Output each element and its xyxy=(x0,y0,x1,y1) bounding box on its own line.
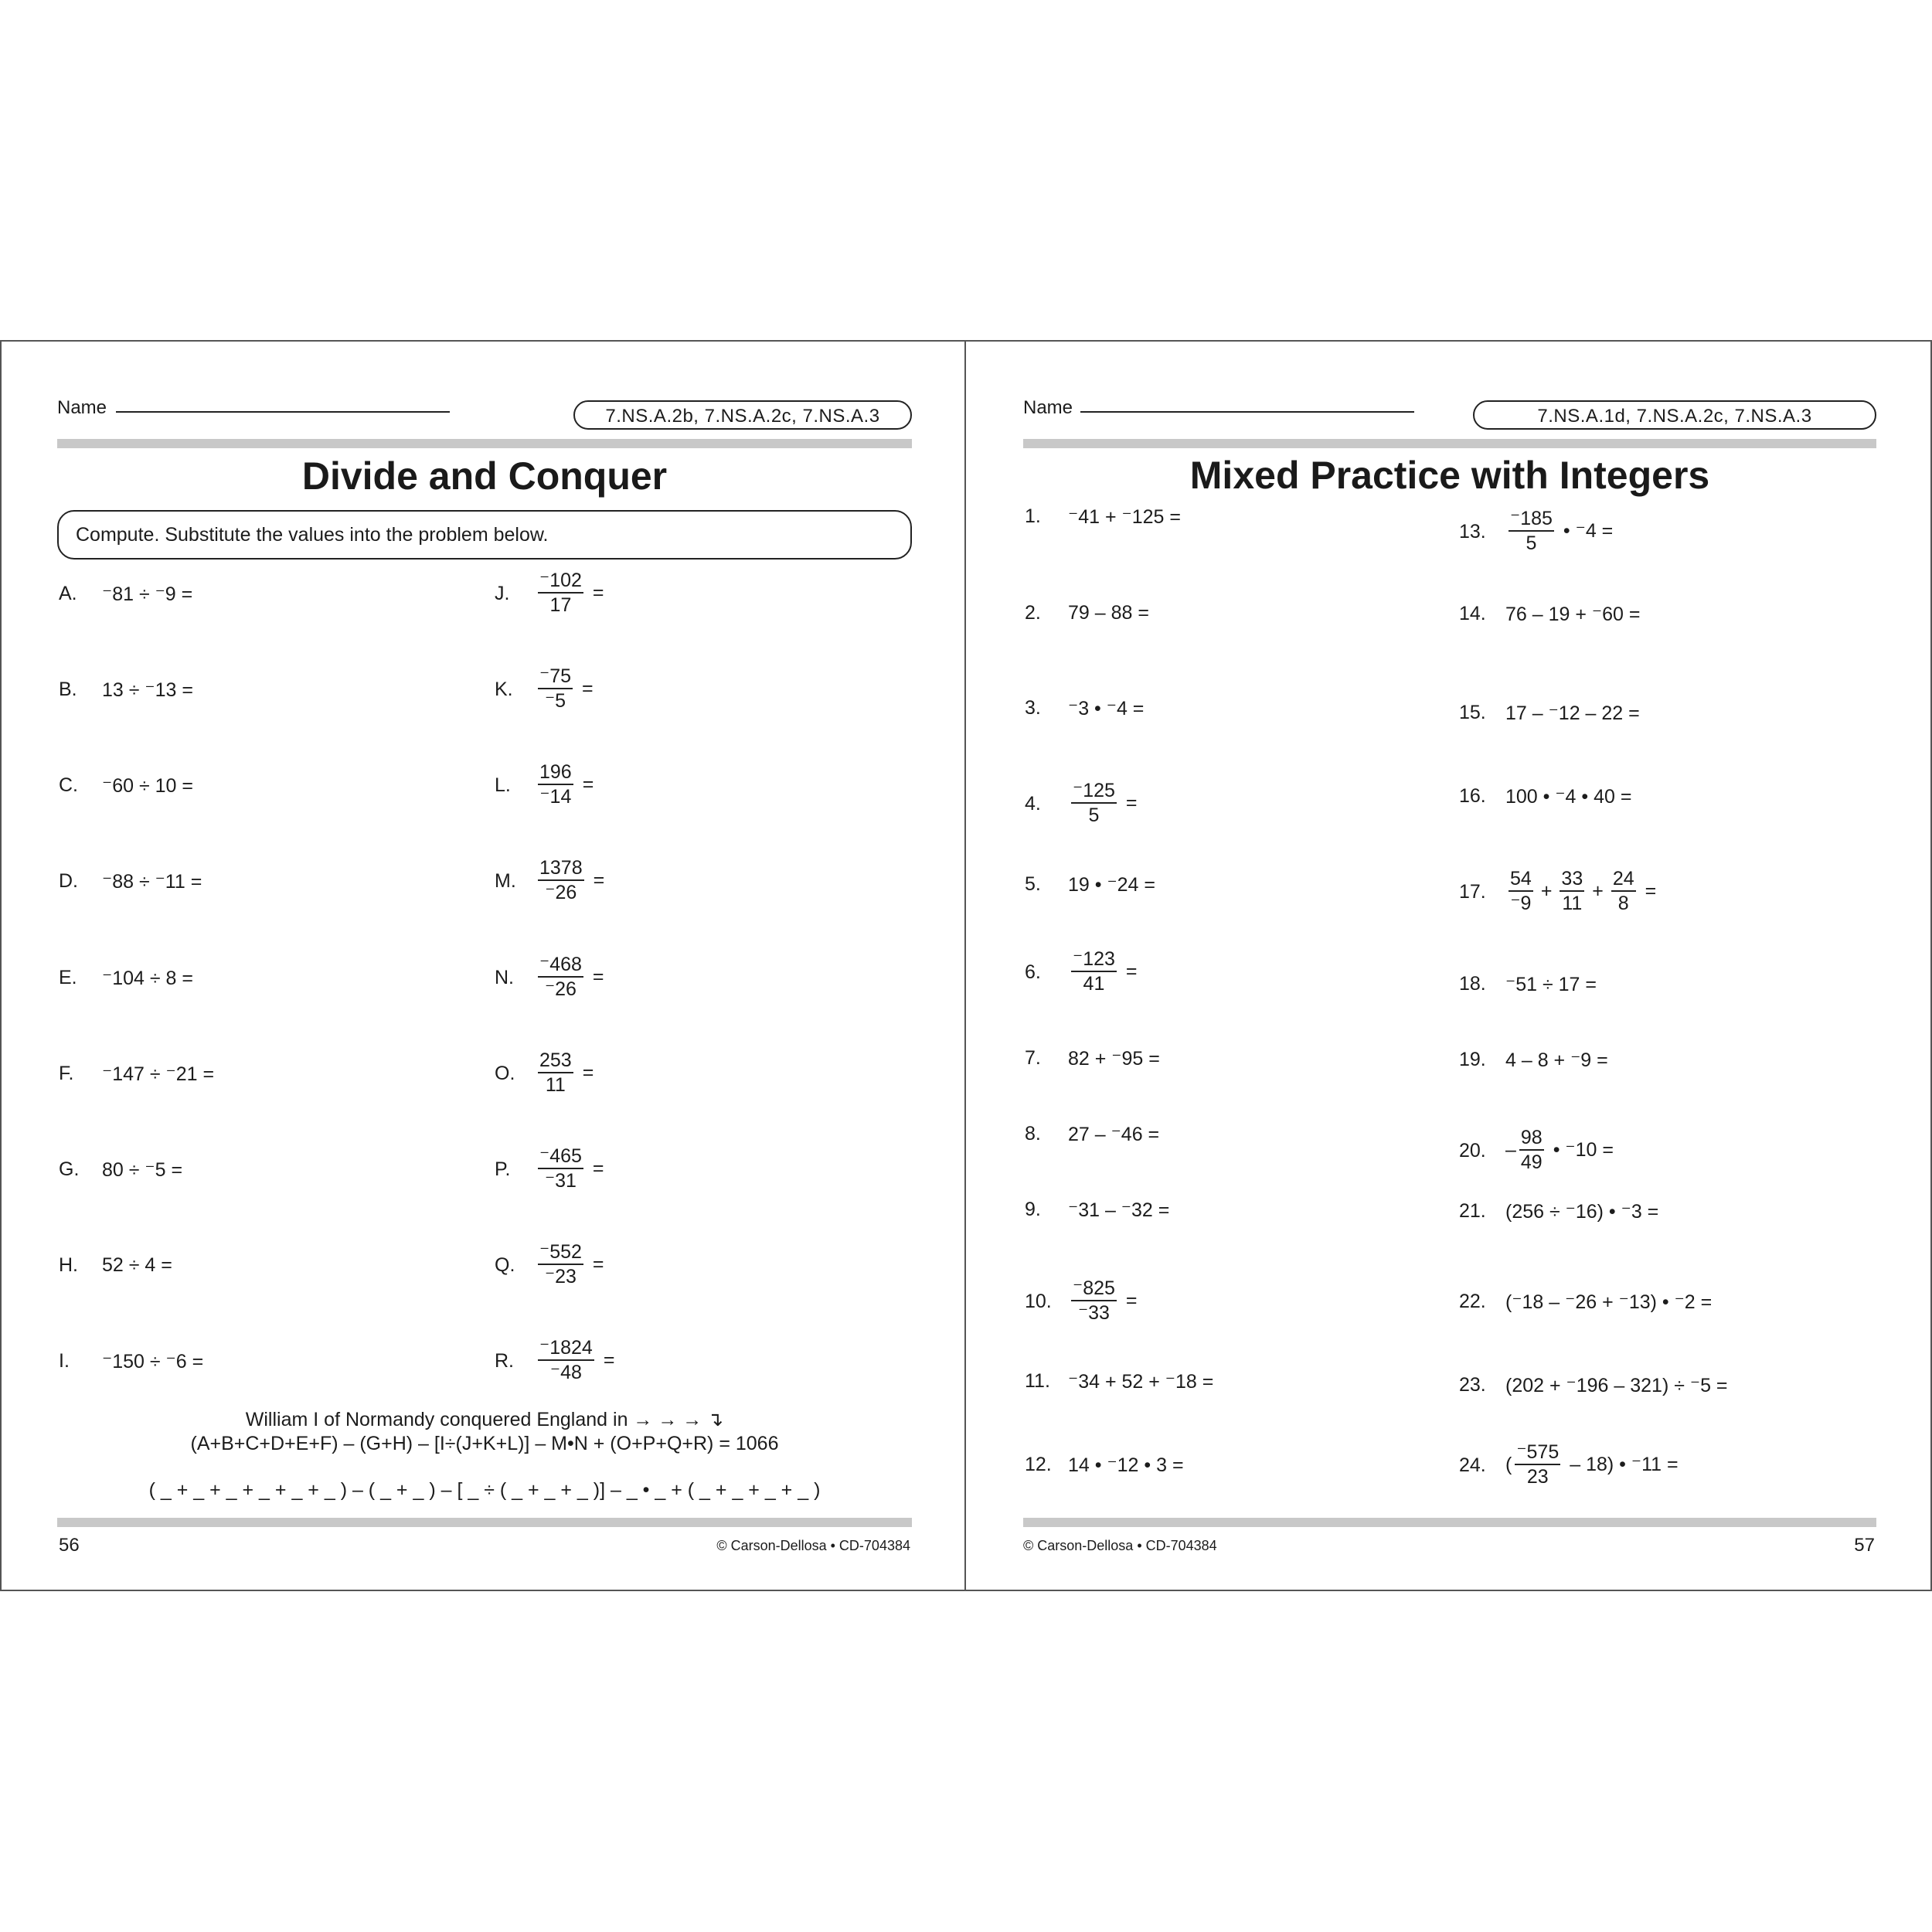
problem-item xyxy=(1459,1126,1861,1180)
fraction-numerator: ⁻102 xyxy=(538,569,583,594)
problem-label: 24. xyxy=(1459,1454,1486,1476)
problem-label: 22. xyxy=(1459,1291,1486,1312)
fraction-numerator: ⁻468 xyxy=(538,953,583,978)
fraction xyxy=(1071,779,1117,827)
name-line xyxy=(116,411,450,413)
problem-label: 11. xyxy=(1025,1370,1050,1392)
fraction-denominator: 5 xyxy=(1526,532,1537,554)
expression-tail: = xyxy=(593,869,605,891)
problem-label: 17. xyxy=(1459,881,1486,903)
problem-label: 6. xyxy=(1025,961,1041,983)
fraction-denominator: ⁻9 xyxy=(1510,893,1532,914)
problem-expression xyxy=(535,665,594,713)
operator: + xyxy=(1540,879,1553,902)
problem-item xyxy=(1459,603,1861,657)
left-page xyxy=(0,340,966,1591)
fraction-denominator: ⁻33 xyxy=(1077,1302,1110,1324)
problem-item xyxy=(59,967,461,1021)
standards-badge: 7.NS.A.2b, 7.NS.A.2c, 7.NS.A.3 xyxy=(573,400,912,430)
problem-expression: ⁻81 ÷ ⁻9 = xyxy=(102,583,193,605)
fraction-numerator: 1378 xyxy=(538,856,584,881)
problem-expression: ⁻31 – ⁻32 = xyxy=(1068,1199,1170,1221)
expression-tail: – 18) • ⁻11 = xyxy=(1570,1454,1679,1475)
problem-item xyxy=(495,1145,896,1199)
problem-label: 21. xyxy=(1459,1200,1486,1222)
fraction-numerator: 33 xyxy=(1560,867,1584,892)
problem-item xyxy=(59,774,461,828)
problem-expression: 80 ÷ ⁻5 = xyxy=(102,1159,183,1181)
name-line xyxy=(1080,411,1414,413)
problem-label: F. xyxy=(59,1063,74,1084)
header-bar xyxy=(1023,439,1876,448)
problem-expression: 27 – ⁻46 = xyxy=(1068,1124,1160,1145)
problem-label: 18. xyxy=(1459,973,1486,995)
problem-label: Q. xyxy=(495,1254,515,1276)
problem-expression xyxy=(535,856,604,904)
problem-label: N. xyxy=(495,967,514,988)
problem-item xyxy=(59,679,461,733)
problem-item xyxy=(495,760,896,815)
problem-label: 3. xyxy=(1025,697,1041,719)
expression-tail: • ⁻10 = xyxy=(1553,1139,1614,1161)
fraction-numerator: 54 xyxy=(1509,867,1533,892)
problem-item xyxy=(1025,1047,1427,1101)
fraction xyxy=(1515,1440,1560,1488)
expression-tail: = xyxy=(1125,1289,1138,1311)
fraction xyxy=(1071,947,1117,995)
problem-expression xyxy=(1068,779,1138,827)
problem-item xyxy=(1025,505,1427,560)
fraction-denominator: 11 xyxy=(1562,893,1583,914)
problem-label: L. xyxy=(495,774,511,796)
fraction-numerator: 253 xyxy=(538,1049,573,1073)
problem-label: 23. xyxy=(1459,1374,1486,1396)
fraction xyxy=(538,953,583,1001)
problem-label: 13. xyxy=(1459,521,1486,543)
problem-expression xyxy=(1505,1440,1679,1488)
expression-tail: = xyxy=(1125,960,1138,982)
problem-expression: 79 – 88 = xyxy=(1068,602,1149,624)
problem-expression: 13 ÷ ⁻13 = xyxy=(102,679,193,701)
fraction-numerator: ⁻575 xyxy=(1515,1440,1560,1465)
problem-item xyxy=(1459,702,1861,756)
footer-bar xyxy=(1023,1518,1876,1527)
fraction-numerator: ⁻123 xyxy=(1071,947,1117,972)
problem-label: 5. xyxy=(1025,873,1041,895)
problem-label: A. xyxy=(59,583,77,604)
problem-expression xyxy=(535,1145,604,1192)
expression-prefix: – xyxy=(1505,1138,1516,1161)
problem-label: 20. xyxy=(1459,1140,1486,1162)
problem-expression: ⁻150 ÷ ⁻6 = xyxy=(102,1351,204,1372)
problem-item xyxy=(495,569,896,623)
name-label: Name xyxy=(57,397,107,418)
problem-item xyxy=(59,1254,461,1308)
problem-item xyxy=(495,1240,896,1294)
problem-label: D. xyxy=(59,870,78,892)
problem-expression: 52 ÷ 4 = xyxy=(102,1254,172,1276)
problem-item xyxy=(1025,873,1427,927)
problem-label: H. xyxy=(59,1254,78,1276)
right-page xyxy=(964,340,1932,1591)
problem-label: 8. xyxy=(1025,1123,1041,1145)
problem-item xyxy=(1025,602,1427,656)
problem-item xyxy=(1025,1123,1427,1177)
problem-label: J. xyxy=(495,583,510,604)
problem-item xyxy=(1025,1199,1427,1253)
problem-item xyxy=(1459,1200,1861,1254)
problem-expression: (202 + ⁻196 – 321) ÷ ⁻5 = xyxy=(1505,1375,1728,1396)
problem-expression: ⁻104 ÷ 8 = xyxy=(102,968,193,989)
fraction-denominator: 11 xyxy=(545,1074,566,1096)
problem-expression: ⁻88 ÷ ⁻11 = xyxy=(102,871,202,893)
fraction-denominator: 23 xyxy=(1526,1466,1549,1488)
problem-item xyxy=(495,1049,896,1103)
expression-tail: = xyxy=(592,965,604,988)
problem-label: P. xyxy=(495,1158,511,1180)
problem-expression xyxy=(1068,1277,1138,1325)
problem-item xyxy=(1025,1454,1427,1508)
problem-expression xyxy=(1505,1126,1614,1174)
problem-item xyxy=(59,1063,461,1117)
problem-item xyxy=(1459,507,1861,561)
fraction-numerator: ⁻825 xyxy=(1071,1277,1117,1301)
problem-expression: 100 • ⁻4 • 40 = xyxy=(1505,786,1632,808)
problem-item xyxy=(1459,1291,1861,1345)
fraction-denominator: 41 xyxy=(1083,973,1105,995)
fraction xyxy=(538,569,583,617)
fraction-denominator: ⁻31 xyxy=(544,1170,577,1192)
expression-tail: = xyxy=(582,677,594,699)
problem-expression xyxy=(535,569,604,617)
problem-expression: 14 • ⁻12 • 3 = xyxy=(1068,1454,1184,1476)
problem-label: 16. xyxy=(1459,785,1486,807)
problem-expression: ⁻3 • ⁻4 = xyxy=(1068,698,1145,719)
problem-expression: 82 + ⁻95 = xyxy=(1068,1048,1160,1070)
page-title: Divide and Conquer xyxy=(301,454,668,498)
problem-label: K. xyxy=(495,679,513,700)
problem-item xyxy=(1025,779,1427,833)
problem-label: C. xyxy=(59,774,78,796)
page-title: Mixed Practice with Integers xyxy=(1189,454,1710,497)
problem-label: 4. xyxy=(1025,793,1041,815)
problem-expression: ⁻41 + ⁻125 = xyxy=(1068,506,1181,528)
problem-expression: ⁻147 ÷ ⁻21 = xyxy=(102,1063,215,1085)
fraction-denominator: ⁻26 xyxy=(545,882,577,903)
problem-label: 7. xyxy=(1025,1047,1041,1069)
problem-item xyxy=(1459,867,1861,921)
fraction-numerator: ⁻552 xyxy=(538,1240,583,1265)
problem-label: 19. xyxy=(1459,1049,1486,1070)
problem-expression: 17 – ⁻12 – 22 = xyxy=(1505,702,1640,724)
problem-expression xyxy=(1505,867,1656,915)
problem-expression xyxy=(535,1049,594,1097)
problem-label: B. xyxy=(59,679,77,700)
fraction-numerator: ⁻185 xyxy=(1509,507,1554,532)
puzzle-equation: (A+B+C+D+E+F) – (G+H) – [I÷(J+K+L)] – M•N + (O+P+Q+R) = 1066 xyxy=(190,1433,779,1454)
expression-tail: = xyxy=(1645,879,1657,902)
copyright-footer: © Carson-Dellosa • CD-704384 xyxy=(1023,1538,1217,1553)
problem-expression: ⁻51 ÷ 17 = xyxy=(1505,974,1597,995)
name-label: Name xyxy=(1023,397,1073,418)
fraction-numerator: 24 xyxy=(1611,867,1636,892)
fraction-denominator: 5 xyxy=(1088,804,1100,826)
footer-bar xyxy=(57,1518,912,1527)
fraction xyxy=(1519,1126,1544,1174)
problem-expression: 4 – 8 + ⁻9 = xyxy=(1505,1049,1608,1071)
fraction-numerator: 98 xyxy=(1519,1126,1544,1151)
fraction-denominator: 17 xyxy=(549,594,572,616)
standards-badge: 7.NS.A.1d, 7.NS.A.2c, 7.NS.A.3 xyxy=(1473,400,1876,430)
problem-item xyxy=(495,1336,896,1390)
fraction xyxy=(1071,1277,1117,1325)
fraction xyxy=(1509,507,1554,555)
problem-label: R. xyxy=(495,1350,514,1372)
fraction xyxy=(1509,867,1533,915)
problem-expression: (⁻18 – ⁻26 + ⁻13) • ⁻2 = xyxy=(1505,1291,1713,1313)
fraction-numerator: ⁻125 xyxy=(1071,779,1117,804)
problem-expression: ⁻34 + 52 + ⁻18 = xyxy=(1068,1371,1214,1393)
fraction xyxy=(1611,867,1636,915)
problem-expression xyxy=(1068,947,1138,995)
expression-tail: = xyxy=(1125,791,1138,814)
problem-label: M. xyxy=(495,870,516,892)
book-spread xyxy=(0,340,1932,1592)
fraction-numerator: ⁻1824 xyxy=(538,1336,594,1361)
fraction xyxy=(538,1240,583,1288)
problem-item xyxy=(1459,785,1861,839)
problem-label: 1. xyxy=(1025,505,1041,527)
problem-item xyxy=(1025,1370,1427,1424)
problem-item xyxy=(1025,947,1427,1002)
problem-label: 15. xyxy=(1459,702,1486,723)
problem-label: O. xyxy=(495,1063,515,1084)
problem-item xyxy=(59,583,461,637)
problem-label: 14. xyxy=(1459,603,1486,624)
problem-expression: 76 – 19 + ⁻60 = xyxy=(1505,604,1641,625)
problem-item xyxy=(1459,973,1861,1027)
header-bar xyxy=(57,439,912,448)
fraction xyxy=(538,760,573,808)
fraction xyxy=(538,665,573,713)
problem-item xyxy=(1459,1049,1861,1103)
fraction-denominator: ⁻23 xyxy=(544,1266,577,1287)
puzzle-caption: William I of Normandy conquered England in → → → ↴ xyxy=(245,1409,724,1430)
problem-label: 9. xyxy=(1025,1199,1041,1220)
problem-item xyxy=(1025,1277,1427,1331)
expression-tail: = xyxy=(582,1061,594,1083)
fraction-denominator: ⁻48 xyxy=(549,1362,582,1383)
fraction xyxy=(538,1049,573,1097)
fraction-numerator: ⁻465 xyxy=(538,1145,583,1169)
problem-label: E. xyxy=(59,967,77,988)
fraction-denominator: ⁻26 xyxy=(544,978,577,1000)
fraction xyxy=(538,1336,594,1384)
expression-tail: = xyxy=(582,773,594,795)
fraction xyxy=(538,1145,583,1192)
problem-label: 10. xyxy=(1025,1291,1052,1312)
fraction-denominator: ⁻14 xyxy=(539,786,572,808)
expression-tail: = xyxy=(592,1253,604,1275)
expression-tail: = xyxy=(592,581,604,604)
problem-item xyxy=(495,665,896,719)
problem-expression xyxy=(535,760,594,808)
problem-item xyxy=(59,1350,461,1404)
problem-label: 2. xyxy=(1025,602,1041,624)
fraction-numerator: 196 xyxy=(538,760,573,785)
problem-expression: ⁻60 ÷ 10 = xyxy=(102,775,193,797)
problem-item xyxy=(495,856,896,910)
puzzle-blanks: ( _ + _ + _ + _ + _ + _ ) – ( _ + _ ) – [ _ ÷ ( _ + _ + _ )] – _ • _ + ( _ + _ + _ + _ ) xyxy=(148,1479,821,1501)
problem-item xyxy=(1025,697,1427,751)
problem-item xyxy=(59,870,461,924)
fraction-denominator: 49 xyxy=(1520,1151,1543,1173)
problem-expression: (256 ÷ ⁻16) • ⁻3 = xyxy=(1505,1201,1659,1223)
problem-label: I. xyxy=(59,1350,70,1372)
page-number: 57 xyxy=(1854,1535,1875,1556)
fraction-denominator: ⁻5 xyxy=(544,690,566,712)
problem-expression xyxy=(535,1336,614,1384)
expression-tail: = xyxy=(592,1157,604,1179)
problem-item xyxy=(59,1158,461,1213)
expression-prefix: ( xyxy=(1505,1453,1512,1475)
problem-expression xyxy=(1505,507,1613,555)
fraction-denominator: 8 xyxy=(1617,893,1629,914)
expression-tail: • ⁻4 = xyxy=(1563,520,1614,542)
fraction xyxy=(538,856,584,904)
expression-tail: = xyxy=(603,1349,615,1371)
problem-item xyxy=(1459,1374,1861,1428)
problem-item xyxy=(1459,1440,1861,1495)
instructions-box: Compute. Substitute the values into the problem below. xyxy=(57,510,912,560)
operator: + xyxy=(1592,879,1604,902)
problem-expression: 19 • ⁻24 = xyxy=(1068,874,1156,896)
problem-expression xyxy=(535,1240,604,1288)
problem-label: G. xyxy=(59,1158,80,1180)
fraction xyxy=(1560,867,1584,915)
problem-item xyxy=(495,953,896,1007)
fraction-numerator: ⁻75 xyxy=(538,665,573,689)
page-number: 56 xyxy=(59,1535,80,1556)
problem-label: 12. xyxy=(1025,1454,1052,1475)
problem-expression xyxy=(535,953,604,1001)
copyright-footer: © Carson-Dellosa • CD-704384 xyxy=(716,1538,910,1553)
